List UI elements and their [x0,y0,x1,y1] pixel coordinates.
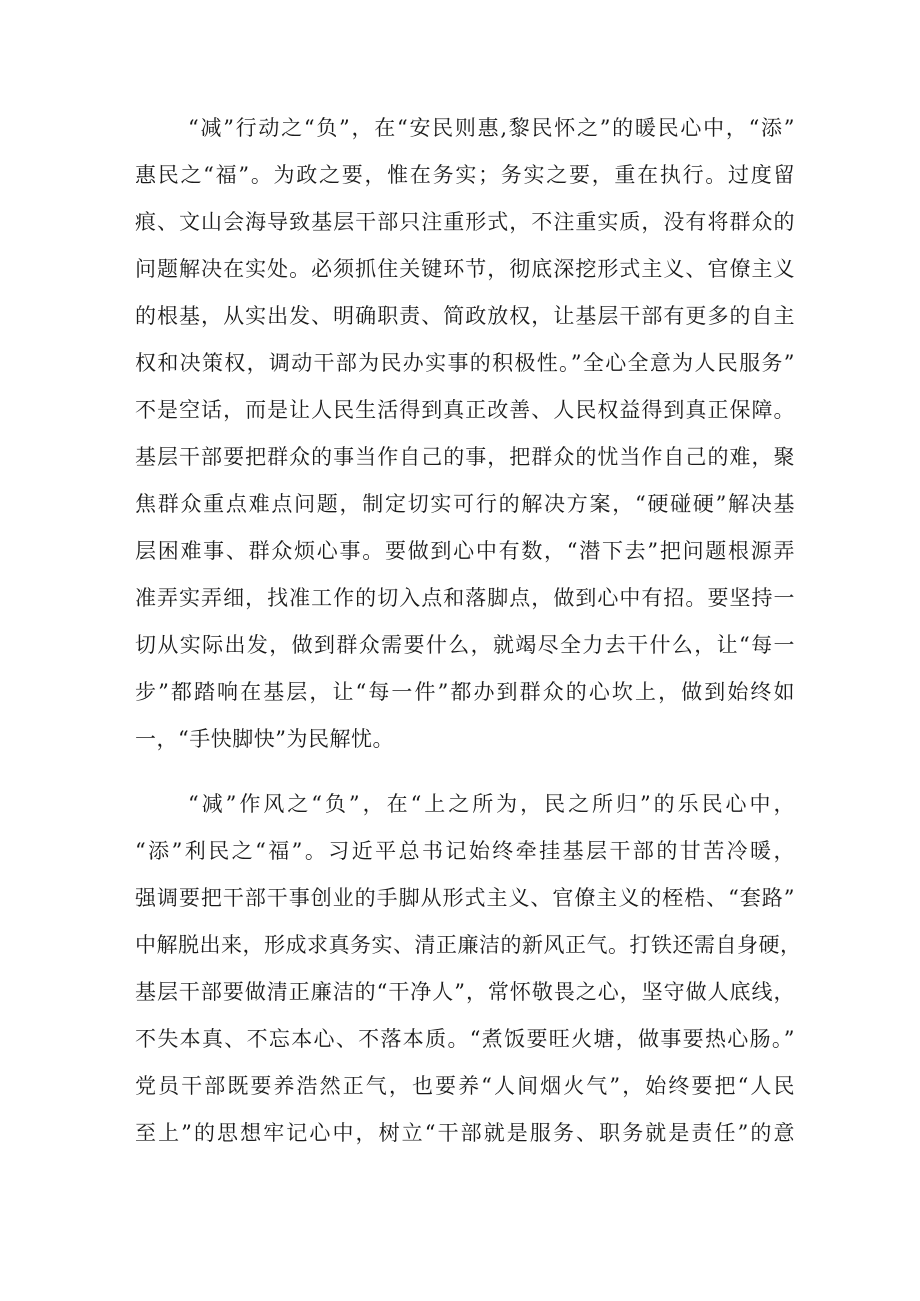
text-line: 惠民之“福”。为政之要，惟在务实；务实之要，重在执行。过度留 [135,163,795,187]
text-line: 不失本真、不忘本心、不落本质。“煮饭要旺火塘，做事要热心肠。” [135,1027,795,1051]
text-line: 不是空话，而是让人民生活得到真正改善、人民权益得到真正保障。 [135,398,795,422]
text-line: 中解脱出来，形成求真务实、清正廉洁的新风正气。打铁还需自身硬， [135,933,802,957]
text-line: 问题解决在实处。必须抓住关键环节，彻底深挖形式主义、官僚主义 [135,257,795,281]
text-line: “添”利民之“福”。习近平总书记始终牵挂基层干部的甘苦冷暖， [135,839,795,863]
text-line: 切从实际出发，做到群众需要什么，就竭尽全力去干什么，让“每一 [135,633,795,657]
text-line: “减”行动之“负”，在“安民则惠,黎民怀之”的暖民心中，“添” [188,116,795,140]
text-line: 一，“手快脚快”为民解忧。 [135,727,394,751]
text-line: 基层干部要把群众的事当作自己的事，把群众的忧当作自己的难，聚 [135,445,795,469]
text-line: 的根基，从实出发、明确职责、简政放权，让基层干部有更多的自主 [135,304,795,328]
text-line: 基层干部要做清正廉洁的“干净人”，常怀敬畏之心，坚守做人底线， [135,980,795,1004]
text-line: 痕、文山会海导致基层干部只注重形式，不注重实质，没有将群众的 [135,210,795,234]
text-line: 焦群众重点难点问题，制定切实可行的解决方案，“硬碰硬”解决基 [135,492,795,516]
text-line: 层困难事、群众烦心事。要做到心中有数，“潜下去”把问题根源弄 [135,539,795,563]
text-line: 权和决策权，调动干部为民办实事的积极性。”全心全意为人民服务” [135,351,795,375]
text-line: 至上”的思想牢记心中，树立“干部就是服务、职务就是责任”的意 [135,1121,795,1145]
text-line: 准弄实弄细，找准工作的切入点和落脚点，做到心中有招。要坚持一 [135,586,795,610]
text-line: “减”作风之“负”，在“上之所为，民之所归”的乐民心中， [188,792,795,816]
text-line: 步”都踏响在基层，让“每一件”都办到群众的心坎上，做到始终如 [135,680,795,704]
text-line: 强调要把干部干事创业的手脚从形式主义、官僚主义的桎梏、“套路” [135,886,795,910]
text-line: 党员干部既要养浩然正气，也要养“人间烟火气”，始终要把“人民 [135,1074,795,1098]
